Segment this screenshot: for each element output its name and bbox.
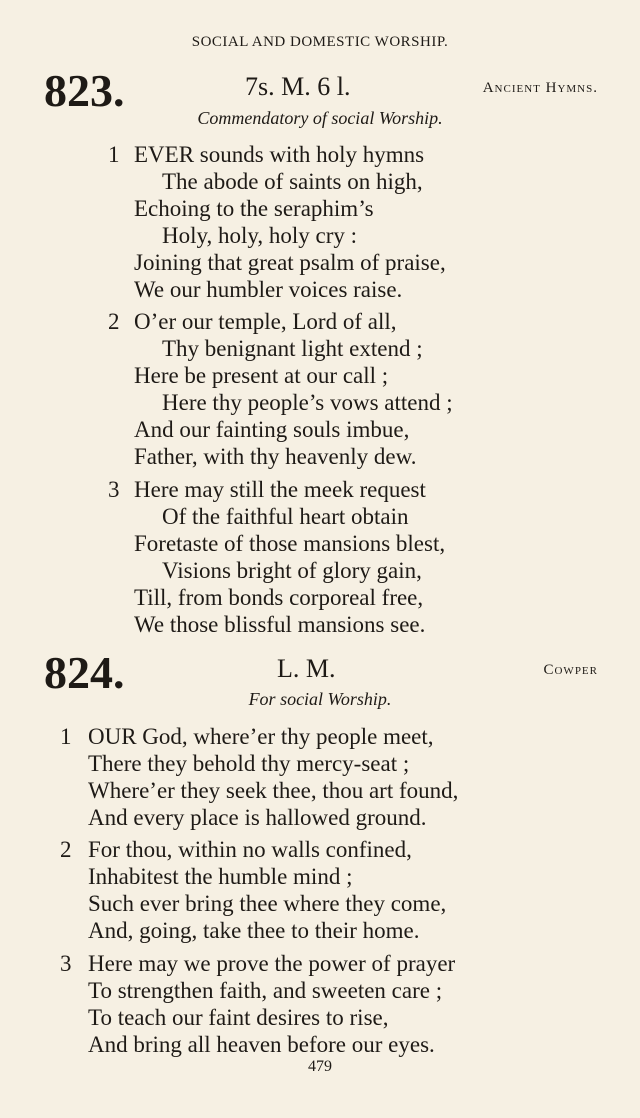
verse-line: Till, from bonds corporeal free, (134, 585, 424, 610)
verse-line: Echoing to the seraphim’s (134, 196, 374, 221)
hymn-author: Ancient Hymns. (482, 80, 598, 96)
hymn-author: Cowper (543, 662, 598, 678)
verse-line: To strengthen faith, and sweeten care ; (88, 978, 443, 1003)
hymn-number: 824. (44, 647, 125, 698)
hymn-meter: 7s. M. 6 l. (245, 72, 351, 101)
stanza-number: 3 (108, 477, 120, 502)
verse-line: Here may we prove the power of prayer (88, 951, 456, 976)
verse-line: Such ever bring thee where they come, (88, 891, 447, 916)
verse-line: We those blissful mansions see. (134, 612, 426, 637)
verse-line: EVER sounds with holy hymns (134, 142, 425, 167)
verse-line: Inhabitest the humble mind ; (88, 864, 353, 889)
hymn-meter: L. M. (277, 654, 336, 683)
verse-line: And our fainting souls imbue, (134, 417, 410, 442)
hymn-subtitle: For social Worship. (248, 689, 392, 709)
verse-line: There they behold thy mercy-seat ; (88, 751, 410, 776)
page-number: 479 (308, 1058, 332, 1075)
verse-line: O’er our temple, Lord of all, (134, 309, 397, 334)
verse-line: Here may still the meek request (134, 477, 426, 502)
hymn-number: 823. (44, 65, 125, 116)
verse-line: Of the faithful heart obtain (162, 504, 409, 529)
verse-line: Thy benignant light extend ; (162, 336, 423, 361)
verse-line: Visions bright of glory gain, (162, 558, 422, 583)
stanza-number: 2 (60, 837, 72, 862)
stanza-number: 1 (60, 724, 72, 749)
verse-line: And, going, take thee to their home. (88, 918, 420, 943)
verse-line: Joining that great psalm of praise, (134, 250, 446, 275)
verse-line: Where’er they seek thee, thou art found, (88, 778, 459, 803)
stanza-number: 2 (108, 309, 120, 334)
stanza-number: 3 (60, 951, 72, 976)
verse-line: And bring all heaven before our eyes. (88, 1032, 435, 1057)
verse-line: The abode of saints on high, (162, 169, 423, 194)
verse-line: To teach our faint desires to rise, (88, 1005, 389, 1030)
verse-line: Foretaste of those mansions blest, (134, 531, 446, 556)
verse-line: Father, with thy heavenly dew. (134, 444, 417, 469)
verse-line: Here be present at our call ; (134, 363, 389, 388)
stanza-number: 1 (108, 142, 120, 167)
hymn-subtitle: Commendatory of social Worship. (197, 108, 443, 128)
verse-line: For thou, within no walls confined, (88, 837, 412, 862)
verse-line: Holy, holy, holy cry : (162, 223, 358, 248)
verse-line: We our humbler voices raise. (134, 277, 403, 302)
verse-line: Here thy people’s vows attend ; (162, 390, 453, 415)
verse-line: OUR God, where’er thy people meet, (88, 724, 434, 749)
verse-line: And every place is hallowed ground. (88, 805, 427, 830)
running-head: SOCIAL AND DOMESTIC WORSHIP. (191, 34, 449, 50)
